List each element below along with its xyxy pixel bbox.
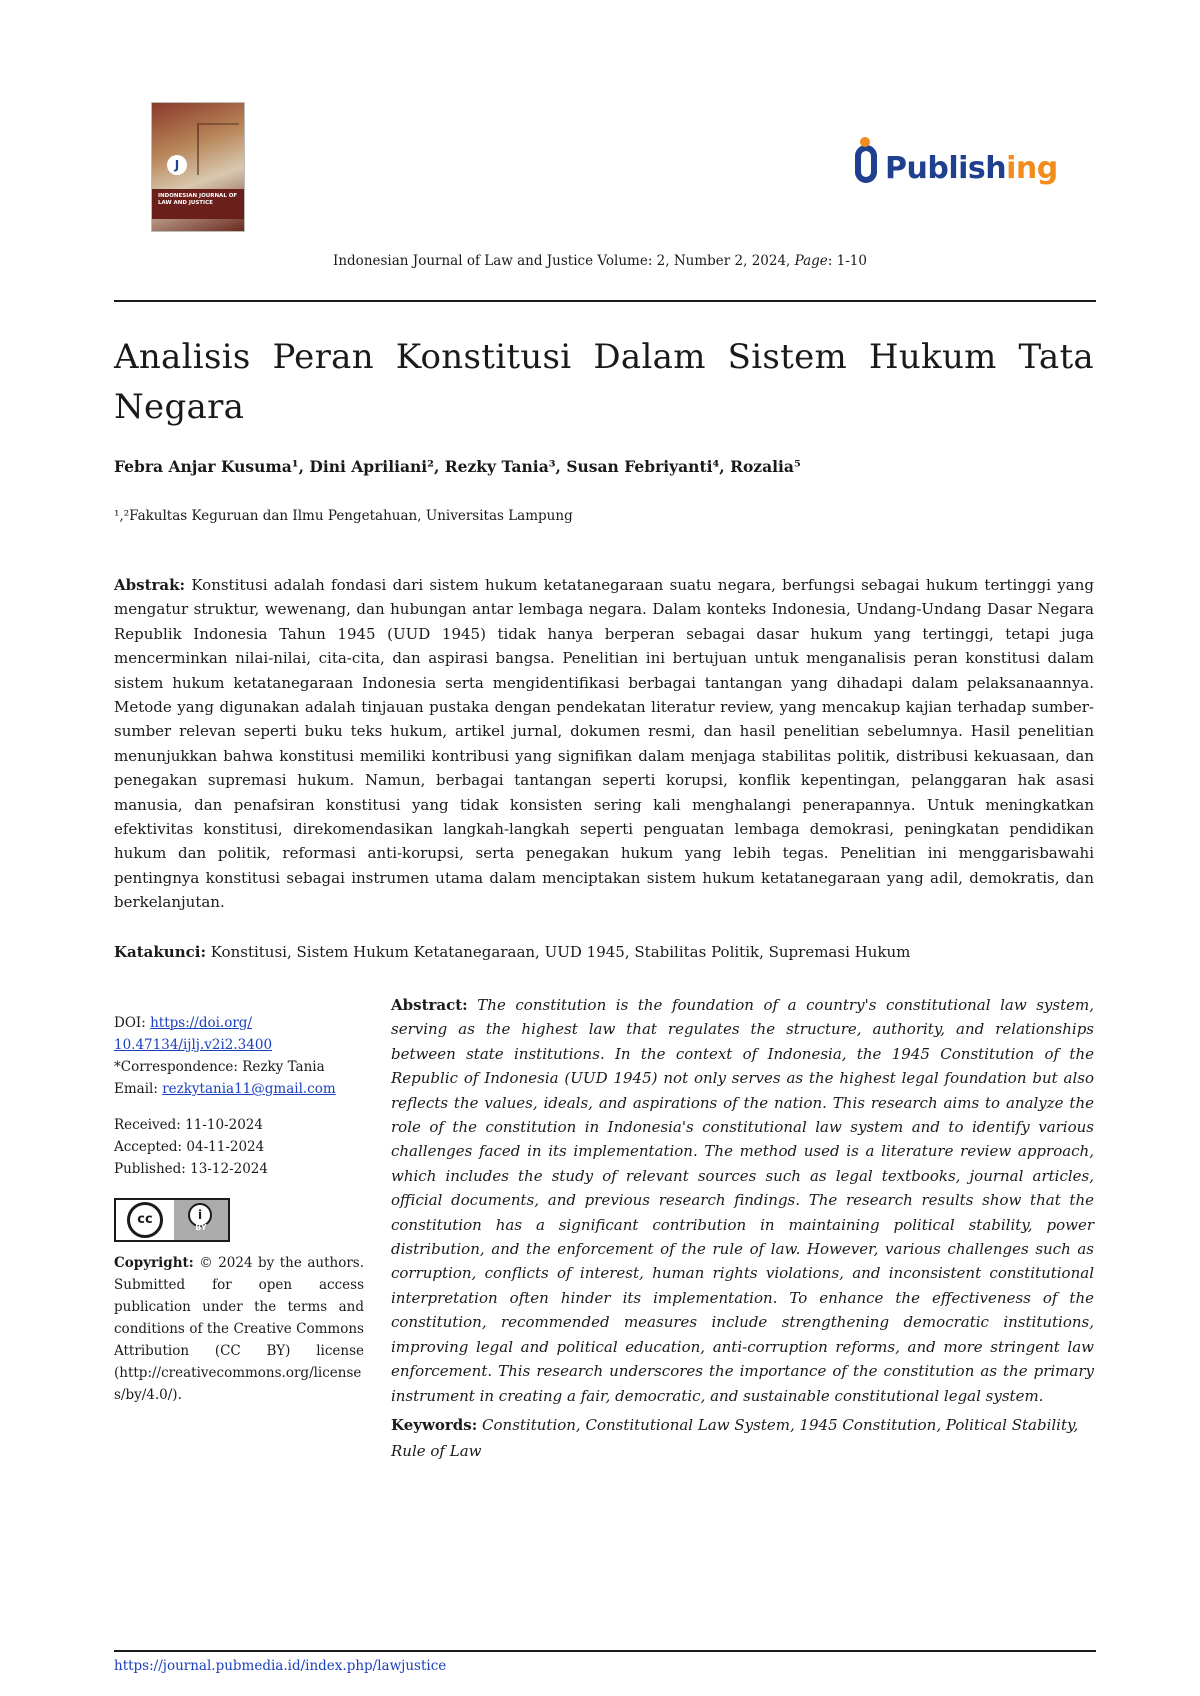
abstract-text: The constitution is the foundation of a country's constitutional law system, serving as the highest law that regulates the structure, authority, and relationships between state institutions. In the context of Indonesia, the 1945 Constitution of the Republic of Indonesia (UUD 1945) not only serves as the highest legal foundation but also reflects the values, ideals, and aspirations of the nation. This research aims to analyze the role of the constitution in Indonesia's constitutional law system and to identify various challenges faced in its implementation. The method used is a literature review approach, which includes the study of relevant sources such as legal textbooks, journal articles, official documents, and previous research findings. The research results show that the constitution has a significant contribution in maintaining political stability, power distribution, and the enforcement of the rule of law. However, various challenges such as corruption, conflicts of interest, human rights violations, and inconsistent constitutional interpretation often hinder its implementation. To enhance the effectiveness of the constitution, recommended measures include strengthening democratic institutions, improving legal and political education, anti-corruption reforms, and more stringent law enforcement. This research underscores the importance of the constitution as the primary instrument in creating a fair, democratic, and sustainable constitutional legal system. (391, 996, 1094, 1405)
attribution-person-icon: i (188, 1203, 212, 1227)
by-label: BY (195, 1223, 207, 1232)
copyright-notice (114, 1252, 364, 1406)
doi-link[interactable]: https://doi.org/ (150, 1015, 252, 1031)
article-title: Analisis Peran Konstitusi Dalam Sistem Hukum Tata Negara (114, 337, 1094, 427)
abstrak-text: Konstitusi adalah fondasi dari sistem hukum ketatanegaraan suatu negara, berfungsi sebagai hukum tertinggi yang mengatur struktur, wewenang, dan hubungan antar lembaga negara. Dalam konteks Indonesia, Undang-Undang Dasar Negara Republik Indonesia Tahun 1945 (UUD 1945) tidak hanya berperan sebagai dasar hukum yang tertinggi, tetapi juga mencerminkan nilai-nilai, cita-cita, dan aspirasi bangsa. Penelitian ini bertujuan untuk menganalisis peran konstitusi dalam sistem hukum ketatanegaraan Indonesia serta mengidentifikasi berbagai tantangan yang dihadapi dalam pelaksanaannya. Metode yang digunakan adalah tinjauan pustaka dengan pendekatan literatur review, yang mencakup kajian terhadap sumber-sumber relevan seperti buku teks hukum, artikel jurnal, dokumen resmi, dan hasil penelitian sebelumnya. Hasil penelitian menunjukkan bahwa konstitusi memiliki kontribusi yang signifikan dalam menjaga stabilitas politik, distribusi kekuasaan, dan penegakan supremasi hukum. Namun, berbagai tantangan seperti korupsi, konflik kepentingan, pelanggaran hak asasi manusia, dan penafsiran konstitusi yang tidak konsisten sering kali menghalangi penerapannya. Untuk meningkatkan efektivitas konstitusi, direkomendasikan langkah-langkah seperti penguatan lembaga demokrasi, peningkatan pendidikan hukum dan politik, reformasi anti-korupsi, serta penegakan hukum yang lebih tegas. Penelitian ini menggarisbawahi pentingnya konstitusi sebagai instrumen utama dalam menciptakan sistem hukum ketatanegaraan yang adil, demokratis, dan berkelanjutan. (114, 576, 1094, 912)
affiliation: ¹,²Fakultas Keguruan dan Ilmu Pengetahuan, Universitas Lampung (114, 508, 573, 524)
keywords-label: Keywords: (391, 1416, 478, 1434)
accepted-date: Accepted: 04-11-2024 (114, 1139, 265, 1155)
doi-line (114, 1012, 364, 1056)
doi-link-continued[interactable]: 10.47134/ijlj.v2i2.3400 (114, 1037, 273, 1053)
publisher-name-part1: Publish (885, 151, 1007, 186)
creative-commons-icon: cc (127, 1202, 163, 1238)
journal-info-text: Indonesian Journal of Law and Justice Volume: 2, Number 2, 2024, (333, 253, 795, 269)
page-label: Page (794, 253, 828, 269)
katakunci-label: Katakunci: (114, 943, 206, 961)
author-list: Febra Anjar Kusuma¹, Dini Apriliani², Rezky Tania³, Susan Febriyanti⁴, Rozalia⁵ (114, 457, 801, 476)
keywords-section (391, 1412, 1094, 1464)
publisher-name (885, 151, 1058, 186)
article-metadata-sidebar (114, 1012, 364, 1406)
abstrak-label: Abstrak: (114, 576, 186, 594)
footer-rule (114, 1650, 1096, 1652)
copyright-label: Copyright: (114, 1255, 194, 1271)
katakunci-text: Konstitusi, Sistem Hukum Ketatanegaraan, UUD 1945, Stabilitas Politik, Supremasi Hukum (205, 943, 911, 961)
doi-label: DOI: (114, 1015, 151, 1031)
received-date: Received: 11-10-2024 (114, 1117, 263, 1133)
copyright-text: © 2024 by the authors. Submitted for open access publication under the terms and conditions of the Creative Commons Attribution (CC BY) license (http://creativecommons.org/licenses/by/4.0/). (114, 1255, 364, 1403)
footer-journal-url[interactable]: https://journal.pubmedia.id/index.php/lawjustice (114, 1658, 447, 1674)
page-range: : 1-10 (827, 253, 867, 269)
journal-logo-icon: J (167, 155, 187, 175)
abstract-section (391, 993, 1094, 1408)
justice-scales-graphic (197, 123, 239, 175)
publisher-dot-icon (860, 137, 870, 147)
journal-cover-image (151, 102, 245, 232)
email-link[interactable]: rezkytania11@gmail.com (162, 1081, 336, 1097)
email-line (114, 1078, 364, 1100)
abstract-label: Abstract: (391, 996, 468, 1014)
abstrak-section (114, 573, 1094, 915)
katakunci-section (114, 943, 1094, 961)
journal-info (0, 253, 1200, 269)
correspondence: *Correspondence: Rezky Tania (114, 1059, 325, 1075)
header-rule (114, 300, 1096, 302)
cc-by-license-badge[interactable] (114, 1198, 230, 1242)
cover-title: INDONESIAN JOURNAL OF LAW AND JUSTICE (158, 193, 238, 206)
publisher-mark-icon (855, 145, 877, 183)
keywords-text: Constitution, Constitutional Law System, 1945 Constitution, Political Stability, Rule of Law (391, 1416, 1079, 1460)
publisher-name-part2: ing (1006, 151, 1058, 186)
email-label: Email: (114, 1081, 163, 1097)
published-date: Published: 13-12-2024 (114, 1161, 268, 1177)
